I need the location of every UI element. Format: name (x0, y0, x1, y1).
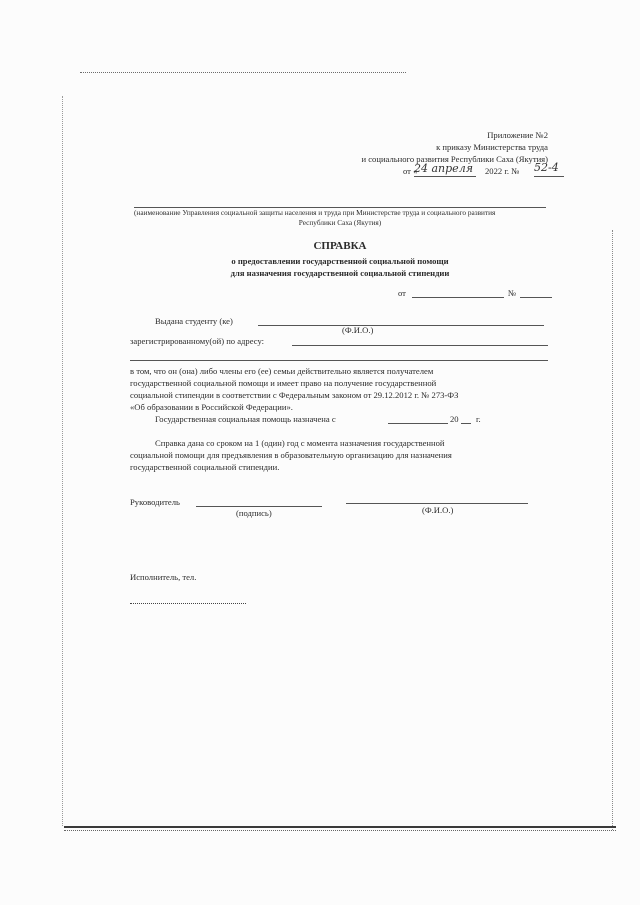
executor-label: Исполнитель, тел. (130, 572, 197, 582)
body-p1-line-2: государственной социальной помощи и имеет право на получение государственной (130, 378, 437, 388)
body-p3-line-1: Справка дана со сроком на 1 (один) год с момента назначения государственной (155, 438, 445, 448)
number-underline (534, 176, 564, 177)
body-p3-line-3: государственной социальной стипендии. (130, 462, 280, 472)
document-subtitle-1: о предоставлении государственной социальной помощи (231, 256, 449, 266)
head-signature-caption: (подпись) (236, 508, 272, 518)
document-title: СПРАВКА (313, 240, 367, 252)
assistance-year-suffix: г. (476, 414, 481, 424)
date-underline (414, 176, 476, 177)
org-caption-line-2: Республики Саха (Якутия) (298, 218, 382, 227)
assistance-start-date-field (388, 423, 448, 424)
appendix-line-2: к приказу Министерства труда (436, 142, 548, 152)
scan-edge-bottom-dotted (64, 830, 616, 831)
assistance-year-prefix: 20 (450, 414, 459, 424)
body-p1-line-3: социальной стипендии в соответствии с Федеральным законом от 29.12.2012 г. № 273-ФЗ (130, 390, 459, 400)
head-fio-caption: (Ф.И.О.) (422, 505, 454, 515)
appendix-line-1: Приложение №2 (487, 130, 548, 140)
student-name-field (258, 325, 544, 326)
scan-edge-top (80, 72, 406, 73)
issued-to-label: Выдана студенту (ке) (155, 316, 233, 326)
assistance-start-label: Государственная социальная помощь назначена с (155, 414, 336, 424)
address-field-2 (130, 360, 548, 361)
head-fio-field (346, 503, 528, 504)
executor-field (130, 603, 246, 604)
fio-caption: (Ф.И.О.) (342, 325, 374, 335)
body-p1-line-4: «Об образовании в Российской Федерации». (130, 402, 293, 412)
ref-number-label: № (508, 288, 517, 298)
head-label: Руководитель (130, 497, 180, 507)
address-field (292, 345, 548, 346)
scan-edge-right (612, 230, 613, 830)
org-caption-line-1: (наименование Управления социальной защиты населения и труда при Министерстве труда и социального развития (134, 208, 496, 217)
scan-edge-bottom (64, 826, 616, 828)
document-subtitle-2: для назначения государственной социальной стипендии (230, 268, 450, 278)
appendix-date-suffix: 2022 г. № (485, 166, 520, 176)
body-p1-line-1: в том, что он (она) либо члены его (ее) семьи действительно является получателем (130, 366, 434, 376)
registered-address-label: зарегистрированному(ой) по адресу: (130, 336, 265, 346)
ref-date-field (412, 297, 504, 298)
appendix-date-prefix: от « (403, 166, 418, 176)
appendix-line-3: и социального развития Республики Саха (Якутия) (361, 154, 548, 164)
head-signature-field (196, 506, 322, 507)
handwritten-number: 52-4 (534, 161, 559, 174)
assistance-year-field (461, 423, 471, 424)
handwritten-date: 24 апреля (414, 162, 473, 175)
scan-edge-left (62, 96, 63, 826)
ref-number-field (520, 297, 552, 298)
ref-from-label: от (398, 288, 406, 298)
body-p3-line-2: социальной помощи для предъявления в образовательную организацию для назначения (130, 450, 452, 460)
